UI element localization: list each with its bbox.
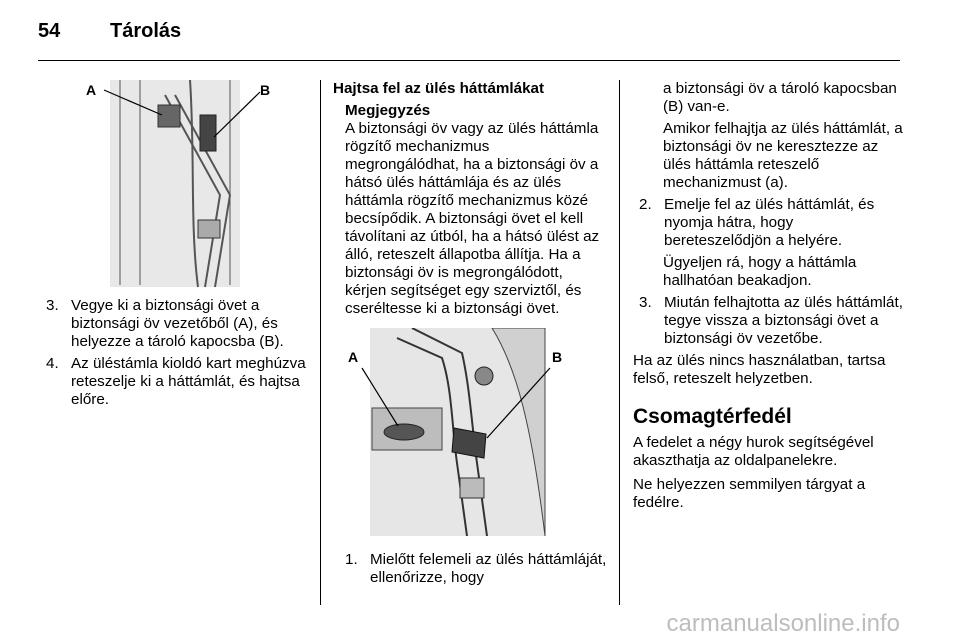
column-3 xyxy=(633,80,903,512)
figure2-label-a: A xyxy=(348,349,359,365)
list-text: Az üléstámla kioldó kart meghúzva reteszelje ki a háttámlát, és hajtsa előre. xyxy=(71,355,306,408)
note-box xyxy=(345,102,607,318)
paragraph: Ne helyezzen semmilyen tárgyat a fedélre. xyxy=(633,476,866,511)
list-item-1 xyxy=(345,551,607,587)
header-rule xyxy=(38,60,900,61)
list-item-4 xyxy=(46,355,308,409)
note-text: A biztonsági öv vagy az ülés háttámla rögzítő mechanizmus megrongálódhat, ha a biztonsági öv a hátsó ülés háttámlája és az ülés háttámla rögzítő mechanizmus közé becsípődik. A biztonsági övet el kell távolítani az útból, ha a hátsó ülést az álló, reteszelt állapotba állítja. Ha a biztonsági öv is megrongálódott, kérjen segítséget egy szerviztől, és cseréltesse ki a biztonsági övet. xyxy=(345,120,600,317)
figure2-label-b: B xyxy=(552,349,563,365)
figure1-label-a: A xyxy=(86,82,97,98)
list-number: 1. xyxy=(345,551,358,568)
seatbelt-figure-2 xyxy=(342,328,582,538)
list-number: 3. xyxy=(639,294,652,311)
note-title: Megjegyzés xyxy=(345,102,431,119)
section-heading: Csomagtérfedél xyxy=(633,405,792,428)
list-item-2 xyxy=(639,196,903,250)
list-number: 3. xyxy=(46,297,59,314)
paragraph: Ha az ülés nincs használatban, tartsa felső, reteszelt helyzetben. xyxy=(633,352,886,387)
list-number: 2. xyxy=(639,196,652,213)
section-heading: Hajtsa fel az ülés háttámlákat xyxy=(333,80,545,97)
list-item-1-continued: a biztonsági öv a tároló kapocsban (B) van-e. xyxy=(663,80,897,115)
watermark: carmanualsonline.info xyxy=(666,610,900,637)
column-1 xyxy=(46,297,308,409)
column-divider-left xyxy=(320,80,321,605)
figure1-label-b: B xyxy=(260,82,271,98)
column-divider-right xyxy=(619,80,620,605)
paragraph: A fedelet a négy hurok segítségével akaszthatja az oldalpanelekre. xyxy=(633,434,874,469)
page-number: 54 xyxy=(38,20,61,42)
list-text: Mielőtt felemeli az ülés háttámláját, ellenőrizze, hogy xyxy=(370,551,607,586)
column-2 xyxy=(333,80,607,318)
list-item-3 xyxy=(46,297,308,351)
list-item-1-paragraph: Amikor felhajtja az ülés háttámlát, a biztonsági öv ne keresztezze az ülés háttámla reteszelő mechanizmust (a). xyxy=(663,120,903,191)
page-title: Tárolás xyxy=(110,20,182,42)
list-text: Emelje fel az ülés háttámlát, és nyomja hátra, hogy bereteszelődjön a helyére. xyxy=(664,196,875,249)
list-text: Vegye ki a biztonsági övet a biztonsági öv vezetőből (A), és helyezze a tároló kapocsba (B). xyxy=(71,297,284,350)
seatbelt-figure-1 xyxy=(80,75,280,290)
list-text: Miután felhajtotta az ülés háttámlát, tegye vissza a biztonsági övet a biztonsági öv vezetőbe. xyxy=(664,294,903,347)
list-number: 4. xyxy=(46,355,59,372)
list-item-3 xyxy=(639,294,903,348)
list-item-2-paragraph: Ügyeljen rá, hogy a háttámla hallhatóan beakadjon. xyxy=(663,254,857,289)
column-2-list xyxy=(345,551,607,587)
